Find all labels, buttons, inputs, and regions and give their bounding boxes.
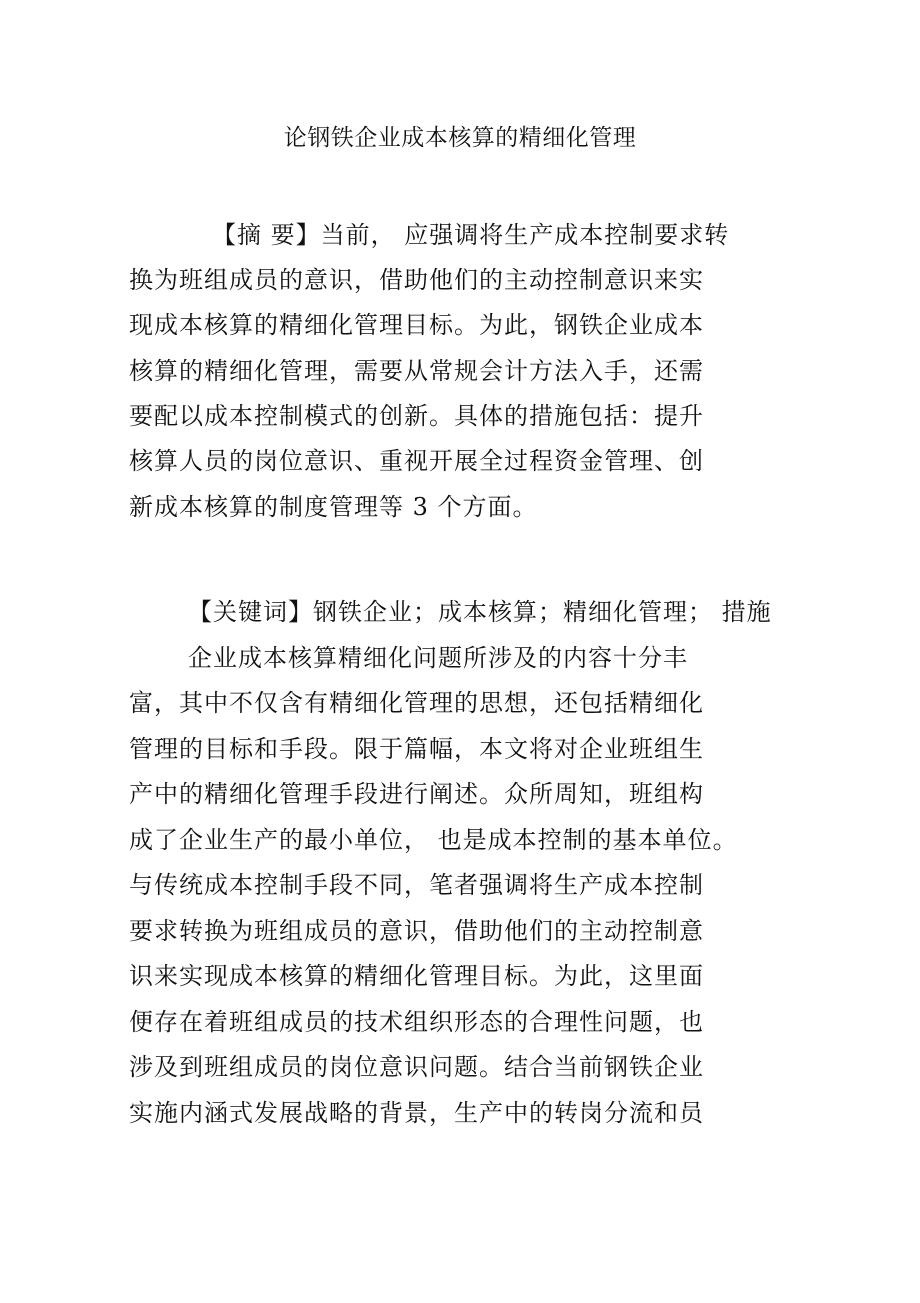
body-line: 成了企业生产的最小单位， 也是成本控制的基本单位。	[129, 826, 738, 854]
abstract-line: 核算的精细化管理，需要从常规会计方法入手，还需	[129, 357, 704, 385]
abstract-line: 核算人员的岗位意识、重视开展全过程资金管理、创	[129, 447, 704, 475]
body-line: 富，其中不仅含有精细化管理的思想，还包括精细化	[129, 689, 704, 717]
document-title: 论钢铁企业成本核算的精细化管理	[283, 125, 637, 151]
body-line: 产中的精细化管理手段进行阐述。众所周知，班组构	[129, 780, 704, 808]
body-line: 管理的目标和手段。限于篇幅，本文将对企业班组生	[129, 735, 704, 763]
abstract-line: 新成本核算的制度管理等 3 个方面。	[129, 493, 538, 521]
body-line: 便存在着班组成员的技术组织形态的合理性问题，也	[129, 1008, 704, 1036]
body-line: 与传统成本控制手段不同，笔者强调将生产成本控制	[129, 871, 704, 899]
body-line: 企业成本核算精细化问题所涉及的内容十分丰	[188, 644, 688, 672]
keywords-line: 【关键词】钢铁企业；成本核算；精细化管理； 措施	[188, 598, 772, 626]
abstract-line: 换为班组成员的意识，借助他们的主动控制意识来实	[129, 266, 704, 294]
body-line: 实施内涵式发展战略的背景，生产中的转岗分流和员	[129, 1099, 704, 1127]
abstract-line: 【摘 要】当前， 应强调将生产成本控制要求转	[212, 221, 730, 249]
body-line: 涉及到班组成员的岗位意识问题。结合当前钢铁企业	[129, 1053, 704, 1081]
body-line: 识来实现成本核算的精细化管理目标。为此，这里面	[129, 962, 704, 990]
body-line: 要求转换为班组成员的意识，借助他们的主动控制意	[129, 917, 704, 945]
abstract-line: 要配以成本控制模式的创新。具体的措施包括：提升	[129, 402, 704, 430]
abstract-line: 现成本核算的精细化管理目标。为此，钢铁企业成本	[129, 311, 704, 339]
